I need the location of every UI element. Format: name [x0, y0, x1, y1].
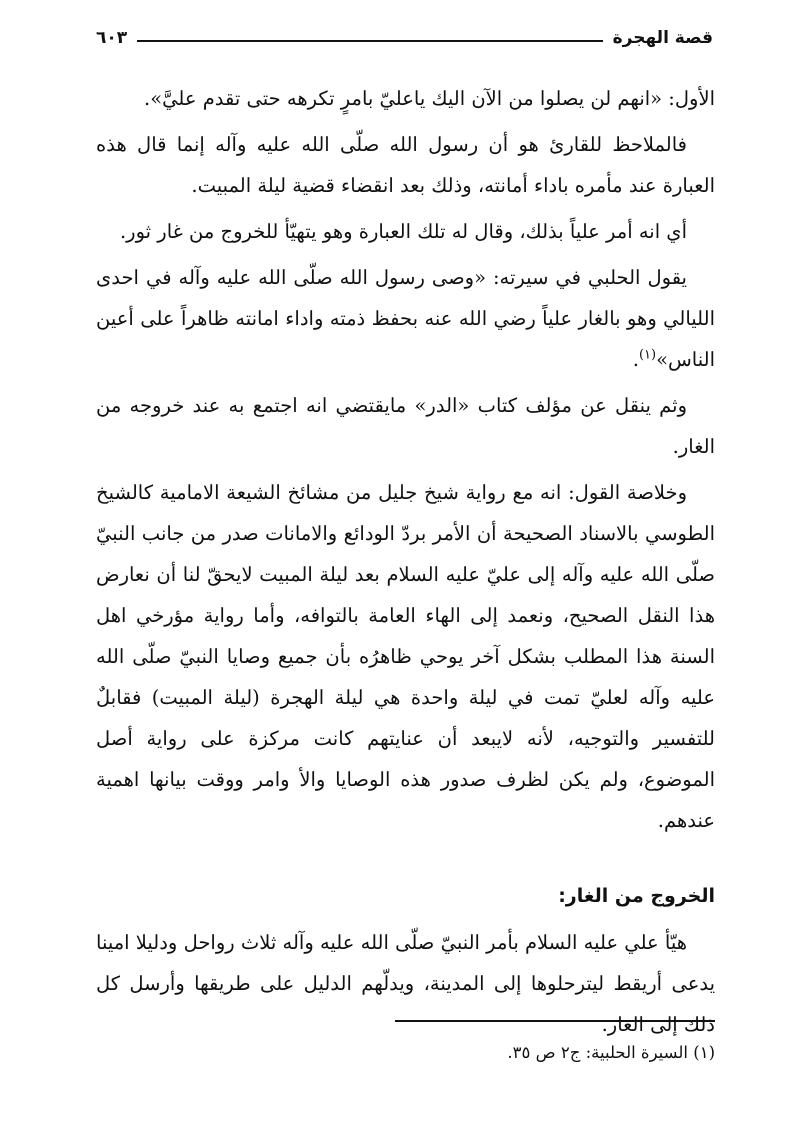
footnote-rule: [395, 1020, 715, 1022]
running-header: [96, 28, 713, 48]
paragraph-6: وخلاصة القول: انه مع رواية شيخ جليل من مشائخ الشيعة الامامية كالشيخ الطوسي بالاسناد الصحيحة أن الأمر بردّ الودائع والامانات صدر من جانب النبيّ صلّى الله عليه وآله إلى عليّ عليه السلام بعد ليلة المبيت لايحقّ لنا أن نعارض هذا النقل الصحيح، ونعمد إلى الهاء العامة بالتوافه، وأما رواية مؤرخي اهل السنة هذا المطلب بشكل آخر يوحي ظاهرُه بأن جميع وصايا النبيّ صلّى الله عليه وآله لعليّ تمت في ليلة واحدة هي ليلة الهجرة (ليلة المبيت) فقابلٌ للتفسير والتوجيه، لأنه لايبعد أن عنايتهم كانت مركزة على رواية أصل الموضوع، ولم يكن لظرف صدور هذه الوصايا والأ وامر ووقت بيانها اهمية عندهم.: [96, 481, 715, 832]
main-text: [96, 78, 715, 1050]
paragraph-3: أي انه أمر علياً بذلك، وقال له تلك العبارة وهو يتهيّأ للخروج من غار ثور.: [119, 220, 687, 243]
footnote-marker: (١): [638, 347, 657, 363]
paragraph-4-text: يقول الحلبي في سيرته: «وصى رسول الله صلّى الله عليه وآله في احدى الليالي وهو بالغار علياً رضي الله عنه بحفظ ذمته واداء امانته ظاهراً على أعين الناس»: [96, 266, 715, 371]
header-rule: [137, 40, 602, 42]
paragraph-1: الأول: «انهم لن يصلوا من الآن اليك ياعليّ بامرٍ تكرهه حتى تقدم عليَّ».: [144, 87, 715, 110]
paragraph-4: يقول الحلبي في سيرته: «وصى رسول الله صلّى الله عليه وآله في احدى الليالي وهو بالغار علياً رضي الله عنه بحفظ ذمته واداء امانته ظاهراً على أعين الناس»$^{(١)}$.: [96, 266, 715, 371]
footnote: (١) السيرة الحلبية: ج٢ ص ٣٥.: [507, 1043, 715, 1062]
paragraph-2: فالملاحظ للقارئ هو أن رسول الله صلّى الله عليه وآله إنما قال هذه العبارة عند مأمره باداء أمانته، وذلك بعد انقضاء قضية ليلة المبيت.: [96, 133, 715, 197]
paragraph-5: وثم ينقل عن مؤلف كتاب «الدر» مايقتضي انه اجتمع به عند خروجه من الغار.: [96, 394, 715, 458]
page-number: ٦٠٣: [96, 28, 128, 48]
section-spacer: [96, 846, 715, 876]
section-heading: الخروج من الغار:: [558, 885, 715, 907]
running-title: قصة الهجرة: [612, 28, 713, 48]
section-paragraph-1: هيّأ علي عليه السلام بأمر النبيّ صلّى الله عليه وآله ثلاث رواحل ودليلا امينا يدعى أريقط ليترحلوها إلى المدينة، ويدلّهم الدليل على طريقها وأرسل كل ذلك إلى الغار.: [96, 931, 715, 1036]
